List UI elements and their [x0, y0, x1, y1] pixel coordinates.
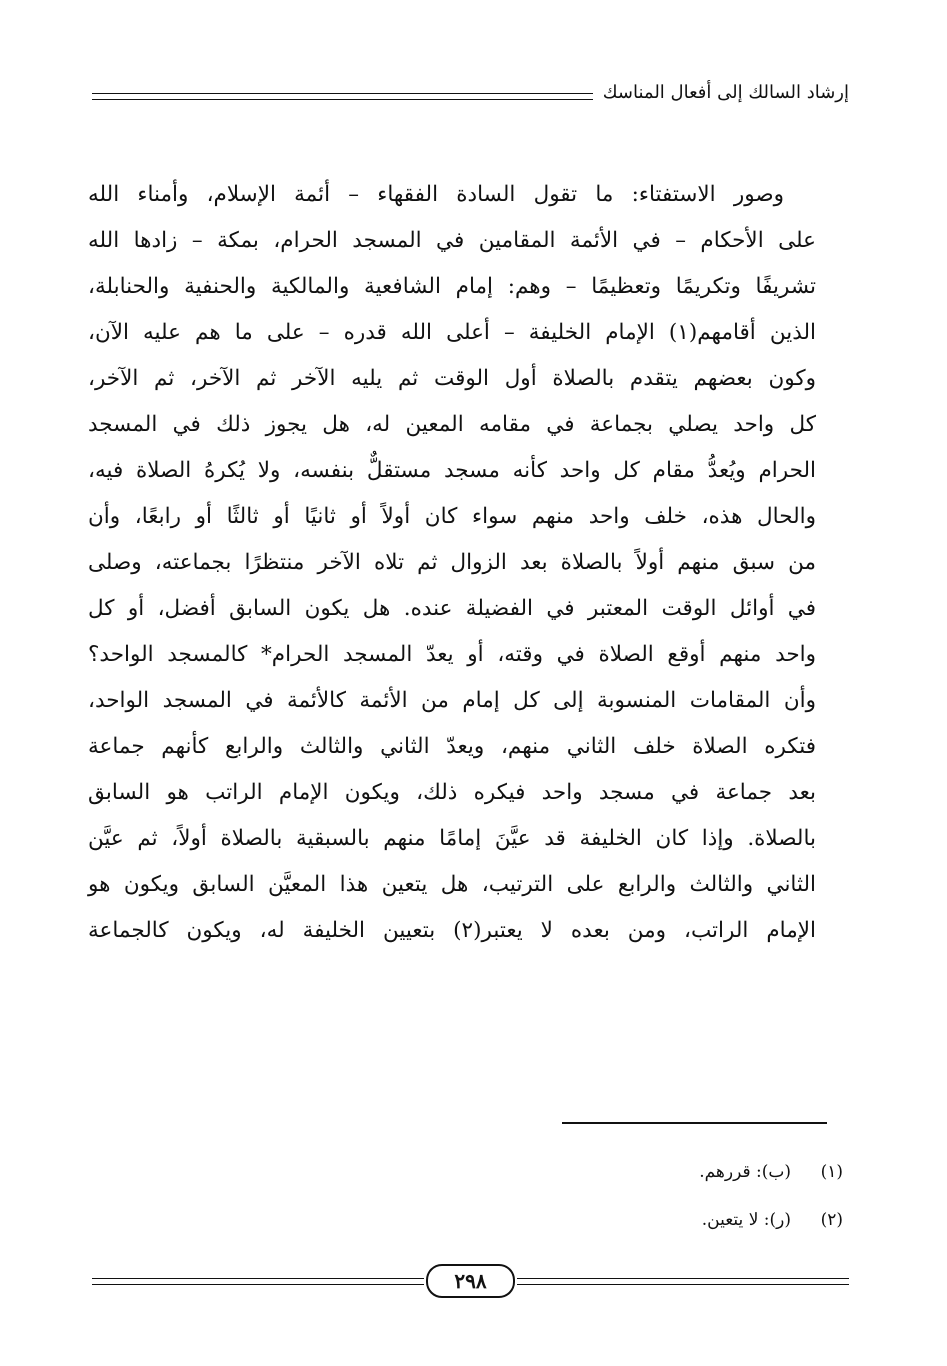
text-line: وأن المقامات المنسوبة إلى كل إمام من الأئمة كالأئمة في المسجد الواحد،	[88, 688, 816, 713]
footnote-item	[443, 1196, 843, 1244]
footnotes	[443, 1148, 843, 1244]
text-line: والحال هذه، خلف واحد منهم سواء كان أولاً أو ثانيًا أو ثالثًا أو رابعًا، وأن	[88, 504, 816, 529]
header-double-rule	[92, 93, 593, 100]
footnote-text: (ر): لا يتعين.	[701, 1210, 791, 1230]
running-title: إرشاد السالك إلى أفعال المناسك	[602, 82, 849, 103]
footnote-separator	[562, 1122, 827, 1124]
text-line: الثاني والثالث والرابع على الترتيب، هل يتعين هذا المعيَّن السابق ويكون هو	[88, 872, 816, 897]
page-footer	[92, 1266, 849, 1296]
footnote-item	[443, 1148, 843, 1196]
text-line: في أوائل الوقت المعتبر في الفضيلة عنده. هل يكون السابق أفضل، أو كل	[88, 596, 816, 621]
main-text-block	[88, 172, 816, 954]
text-line: وصور الاستفتاء: ما تقول السادة الفقهاء – أئمة الإسلام، وأمناء الله	[88, 182, 784, 207]
text-line: بعد جماعة في مسجد واحد فيكره ذلك، ويكون الإمام الراتب هو السابق	[88, 780, 816, 805]
footnote-number: (١)	[820, 1162, 843, 1182]
text-line: من سبق منهم أولاً بالصلاة بعد الزوال ثم تلاه الآخر منتظرًا بجماعته، وصلى	[88, 550, 816, 575]
text-line: كل واحد يصلي بجماعة في مقامه المعين له، هل يجوز ذلك في المسجد	[88, 412, 816, 437]
text-line: بالصلاة. وإذا كان الخليفة قد عيَّنَ إمامًا منهم بالسبقية بالصلاة أولاً، ثم عيَّن	[88, 826, 816, 851]
text-line: فتكره الصلاة خلف الثاني منهم، ويعدّ الثاني والثالث والرابع كأنهم جماعة	[88, 734, 816, 759]
text-line: الحرام ويُعدُّ مقام كل واحد كأنه مسجد مستقلٌّ بنفسه، ولا يُكرهُ الصلاة فيه،	[88, 458, 816, 483]
text-line: الذين أقامهم(١) الإمام الخليفة – أعلى الله قدره – على ما هم عليه الآن،	[88, 320, 816, 345]
footnote-number: (٢)	[820, 1210, 843, 1230]
footer-rule-right	[517, 1278, 849, 1285]
footer-rule-left	[92, 1278, 424, 1285]
running-header	[92, 80, 849, 106]
text-line: واحد منهم أوقع الصلاة في وقته، أو يعدّ المسجد الحرام* كالمسجد الواحد؟	[88, 642, 816, 667]
text-line: الإمام الراتب، ومن بعده لا يعتبر(٢) بتعيين الخليفة له، ويكون كالجماعة	[88, 918, 816, 943]
text-line: على الأحكام – في الأئمة المقامين في المسجد الحرام، بمكة – زادها الله	[88, 228, 816, 253]
text-line: وكون بعضهم يتقدم بالصلاة أول الوقت ثم يليه الآخر ثم الآخر، ثم الآخر،	[88, 366, 816, 391]
text-line: تشريفًا وتكريمًا وتعظيمًا – وهم: إمام الشافعية والمالكية والحنفية والحنابلة،	[88, 274, 816, 299]
footnote-text: (ب): قررهم.	[699, 1162, 791, 1182]
page-number: ٢٩٨	[426, 1264, 514, 1298]
